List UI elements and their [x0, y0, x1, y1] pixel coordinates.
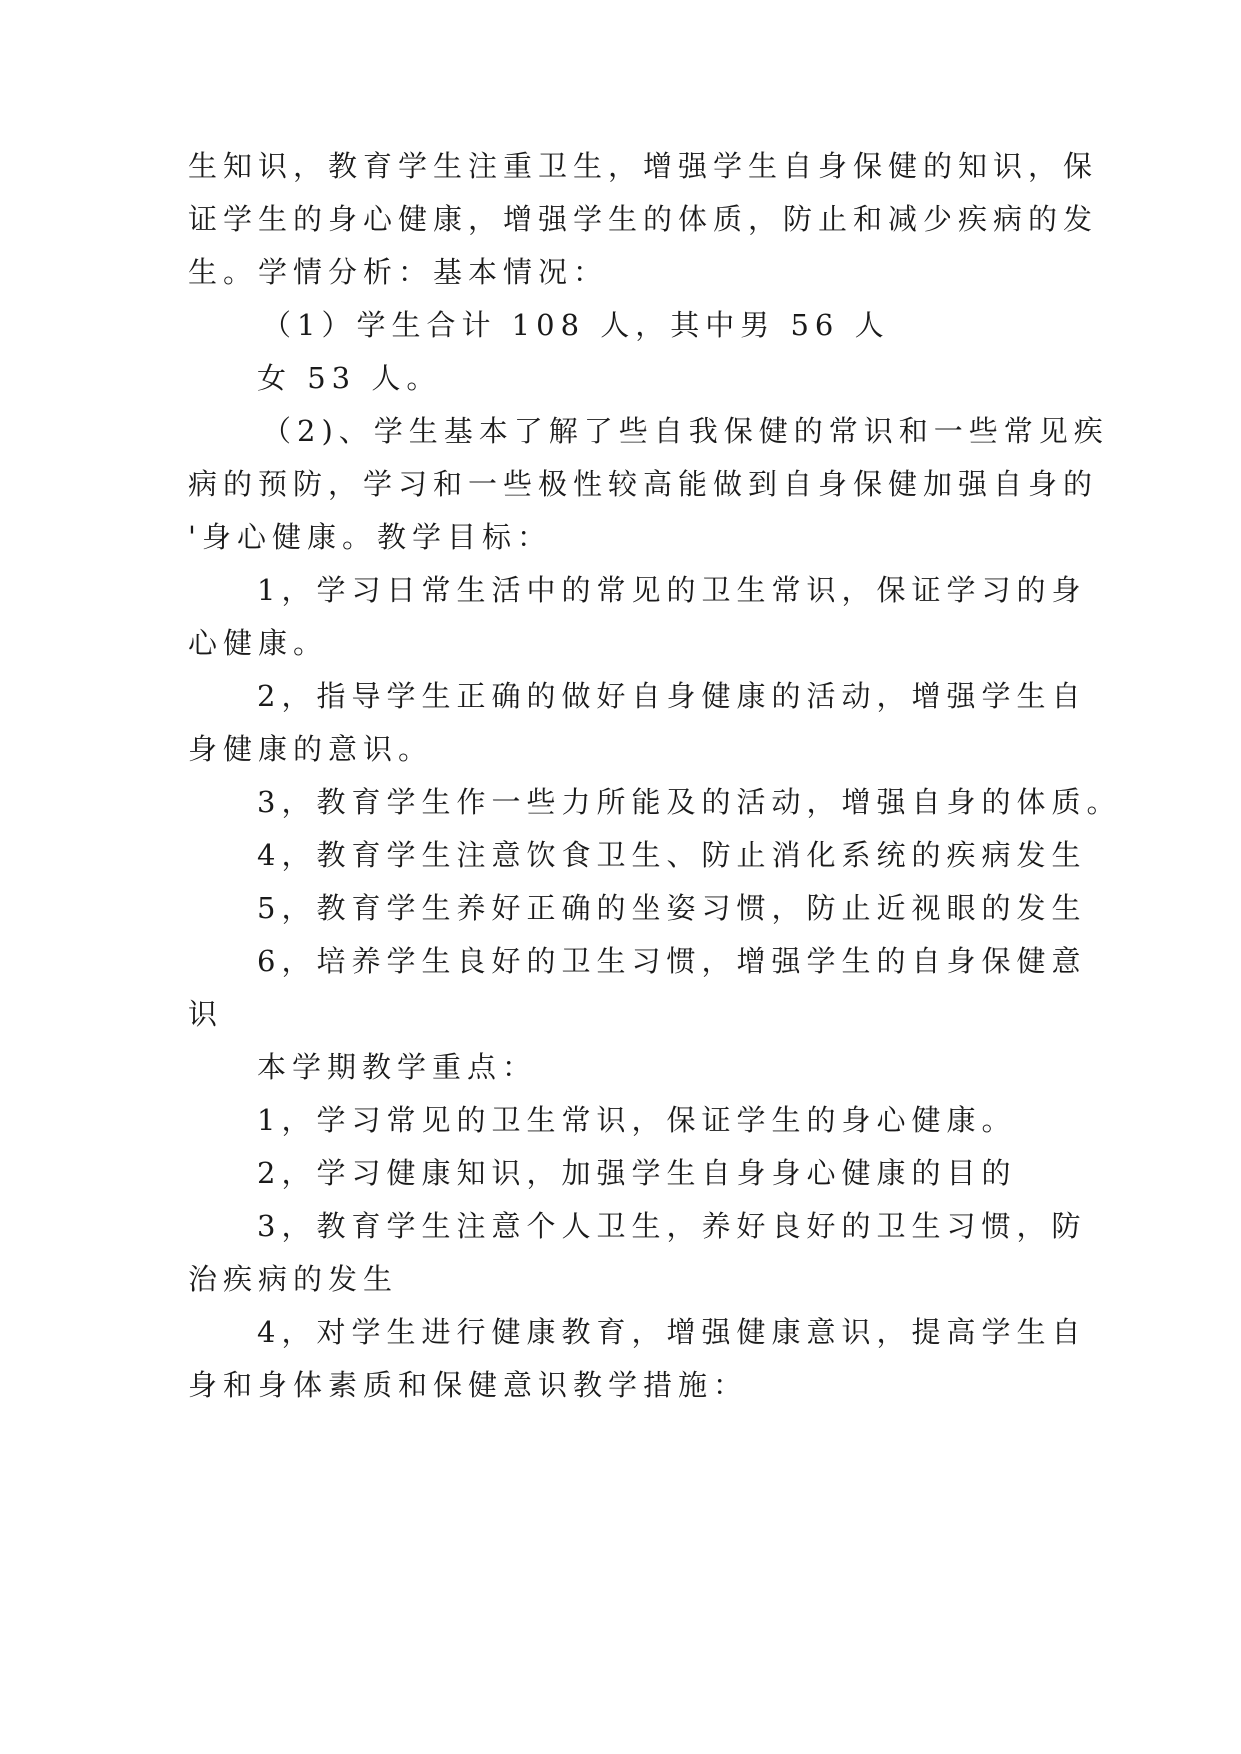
- text-line: 证学生的身心健康，增强学生的体质，防止和减少疾病的发: [188, 202, 1099, 236]
- text-line: 4，教育学生注意饮食卫生、防止消化系统的疾病发生: [257, 838, 1087, 872]
- text-line: 病的预防，学习和一些极性较高能做到自身保健加强自身的: [188, 467, 1099, 501]
- text-line: 身和身体素质和保健意识教学措施：: [188, 1368, 749, 1402]
- text-line: 3，教育学生作一些力所能及的活动，增强自身的体质。: [257, 785, 1122, 819]
- text-line: 5，教育学生养好正确的坐姿习惯，防止近视眼的发生: [257, 891, 1087, 925]
- text-line: 治疾病的发生: [188, 1262, 399, 1296]
- text-line: 2，指导学生正确的做好自身健康的活动，增强学生自: [257, 679, 1087, 713]
- text-line: 1，学习常见的卫生常识，保证学生的身心健康。: [257, 1103, 1017, 1137]
- text-line: 1，学习日常生活中的常见的卫生常识，保证学习的身: [257, 573, 1087, 607]
- section-heading: 本学期教学重点：: [257, 1050, 538, 1084]
- text-line: 3，教育学生注意个人卫生，养好良好的卫生习惯，防: [257, 1209, 1087, 1243]
- text-line: 2，学习健康知识，加强学生自身身心健康的目的: [257, 1156, 1017, 1190]
- text-line: 心健康。: [188, 626, 329, 660]
- text-line: （1）学生合计 108 人，其中男 56 人: [262, 308, 890, 342]
- text-line: 身健康的意识。: [188, 732, 434, 766]
- text-line: 生。学情分析：基本情况：: [188, 255, 609, 289]
- text-line: 6，培养学生良好的卫生习惯，增强学生的自身保健意: [257, 944, 1087, 978]
- text-line: 女 53 人。: [257, 361, 442, 395]
- text-line: 4，对学生进行健康教育，增强健康意识，提高学生自: [257, 1315, 1087, 1349]
- text-line: 识: [188, 997, 224, 1031]
- text-line: '身心健康。教学目标：: [188, 520, 552, 554]
- text-line: 生知识，教育学生注重卫生，增强学生自身保健的知识，保: [188, 149, 1099, 183]
- text-line: （2)、学生基本了解了些自我保健的常识和一些常见疾: [262, 414, 1109, 448]
